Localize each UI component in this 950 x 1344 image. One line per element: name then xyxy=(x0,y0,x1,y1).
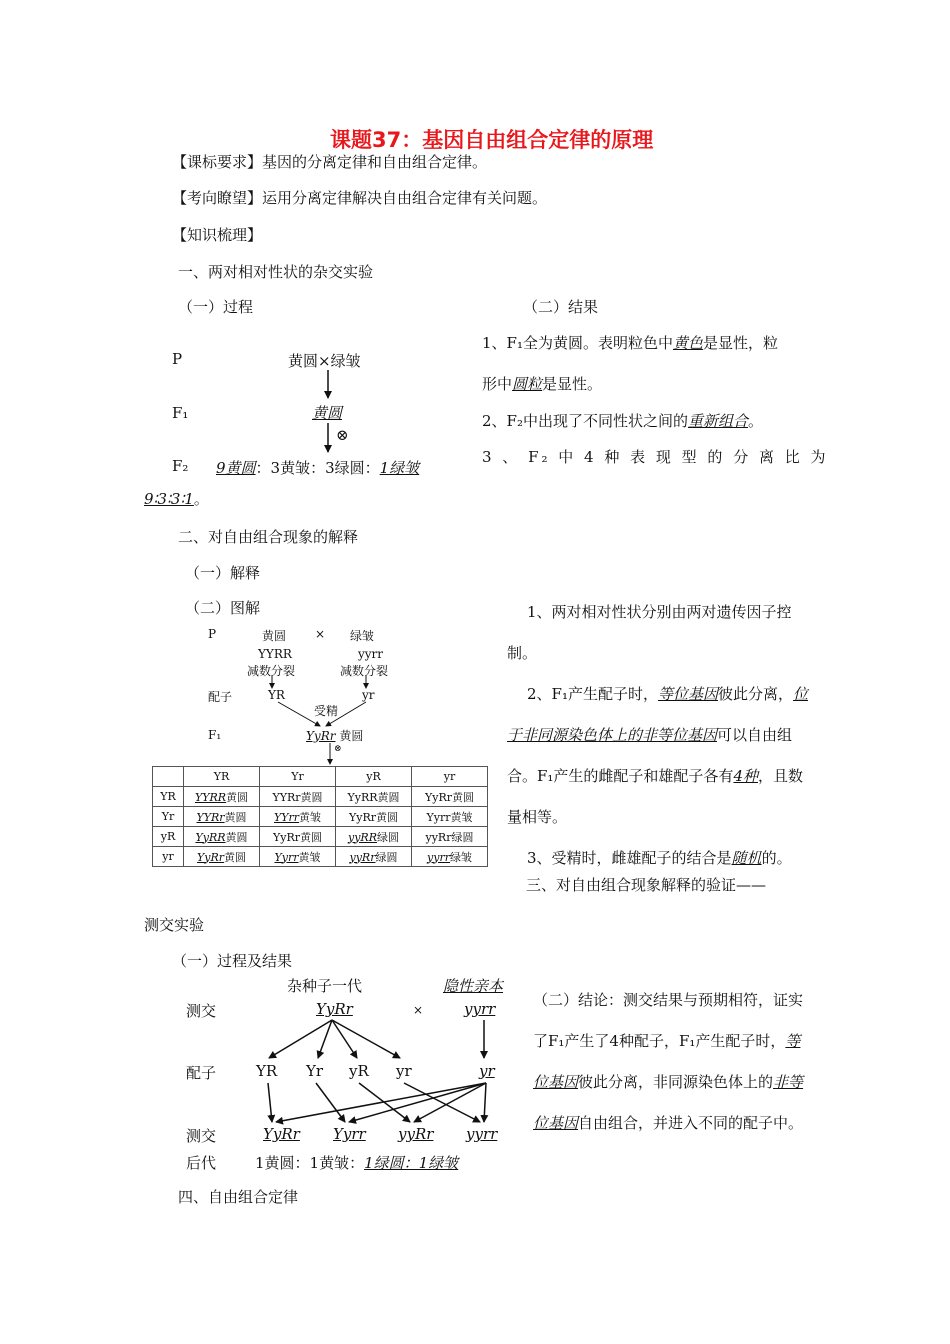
sec1-sub-process: （一）过程 xyxy=(178,298,254,316)
e2-c: 彼此分离， xyxy=(717,685,793,703)
e2-a: 2、F₁产生配子时， xyxy=(527,685,658,703)
cell-pheno: 黄圆 xyxy=(452,790,475,804)
sec2-sub-explain: （一）解释 xyxy=(185,564,261,582)
d2-peizi: 配子 xyxy=(208,690,233,704)
d3-offspring: YyRr xyxy=(263,1125,300,1143)
cell-pheno: 黄圆 xyxy=(224,850,247,864)
e2-d: 位于非同源染色体上的非等位基因 xyxy=(507,685,809,744)
cell-pheno: 黄圆 xyxy=(377,790,400,804)
arrow-r-off-4 xyxy=(484,1083,486,1122)
zhishi-heading: 【知识梳理】 xyxy=(172,226,263,244)
cell-pheno: 绿圆 xyxy=(451,830,474,844)
cell-pheno: 黄圆 xyxy=(224,810,247,824)
d2-shoujing: 受精 xyxy=(314,704,339,718)
cell-geno: YyRR xyxy=(195,830,226,844)
cell-geno: YYRr xyxy=(196,810,225,824)
cell-geno: YyRr xyxy=(348,810,377,824)
c-e: 自由组合，并进入不同的配子中。 xyxy=(578,1114,804,1132)
d2-meiosis-2: 减数分裂 xyxy=(340,664,389,678)
f2-middle: ：3黄皱：3绿圆： xyxy=(255,459,380,477)
arrow-fert-1 xyxy=(278,702,320,726)
cell-geno: yyRr xyxy=(349,850,376,864)
row-header: Yr xyxy=(153,807,184,827)
d2-f1: F₁ xyxy=(208,728,222,742)
d2-gam1: YR xyxy=(268,688,285,702)
d3-g2: yyrr xyxy=(464,1000,496,1018)
d2-p: P xyxy=(208,627,217,641)
d3-g1: YyRr xyxy=(316,1000,353,1018)
e2-f: 4种 xyxy=(733,767,758,785)
sec3-sub-process: （一）过程及结果 xyxy=(172,952,293,970)
d3-peizi: 配子 xyxy=(186,1064,217,1082)
arrow-test-g2 xyxy=(318,1020,332,1058)
cell-geno: YyRr xyxy=(196,850,225,864)
cell-pheno: 黄圆 xyxy=(300,790,323,804)
cell-geno: yyRR xyxy=(348,830,377,844)
r2-a: 2、F₂中出现了不同性状之间的 xyxy=(482,412,688,430)
sec4-heading: 四、自由组合定律 xyxy=(178,1188,299,1206)
cell-geno: YyRR xyxy=(347,790,378,804)
row-header: yR xyxy=(153,827,184,847)
d3-off-label-2: 后代 xyxy=(186,1154,217,1172)
d3-x: × xyxy=(413,1003,424,1017)
cell-geno: YYrr xyxy=(273,810,300,824)
r1-b: 黄色 xyxy=(672,334,703,352)
e3-c: 的。 xyxy=(761,849,792,867)
cell-geno: Yyrr xyxy=(426,810,451,824)
d3-hybrid: 杂种子一代 xyxy=(287,977,363,995)
d3-ratio-b: 1绿圆：1绿皱 xyxy=(364,1154,459,1172)
cell-pheno: 绿圆 xyxy=(377,830,399,844)
cell-pheno: 黄皱 xyxy=(299,810,322,824)
arrow-test-g1 xyxy=(269,1020,332,1058)
cross1-f2-label: F₂ xyxy=(172,457,189,475)
d3-recessive: 隐性亲本 xyxy=(443,977,504,995)
table-col-header: yR xyxy=(336,767,412,787)
r1-a: 1、F₁全为黄圆。表明粒色中 xyxy=(482,334,673,352)
cell-geno: YYRr xyxy=(272,790,301,804)
sec2-heading: 二、对自由组合现象的解释 xyxy=(178,528,359,546)
sec2-sub-diagram: （二）图解 xyxy=(185,599,261,617)
d3-gamete: yR xyxy=(349,1062,369,1080)
d2-x: × xyxy=(315,627,326,641)
r1-f: 是显性。 xyxy=(542,375,603,393)
cross1-parents: 黄圆×绿皱 xyxy=(288,352,361,370)
d3-rgamete: yr xyxy=(479,1062,495,1080)
row-header: yr xyxy=(153,847,184,867)
arrow-r-off-3 xyxy=(414,1083,486,1122)
arrow-off-2 xyxy=(316,1083,345,1122)
r1-c: 是显性，粒 xyxy=(702,334,778,352)
cross1-f1-label: F₁ xyxy=(172,404,189,422)
row-header: YR xyxy=(153,787,184,807)
kebiao-line: 【课标要求】基因的分离定律和自由组合定律。 xyxy=(172,153,488,171)
cell-pheno: 绿皱 xyxy=(449,850,472,864)
f2-yellow-round: 9黄圆 xyxy=(216,459,256,477)
sec3-heading-b: 测交实验 xyxy=(144,916,205,934)
cross1-p-label: P xyxy=(172,350,183,368)
d2-p2: 绿皱 xyxy=(350,629,375,643)
sec1-sub-result: （二）结果 xyxy=(523,298,599,316)
cross1-f1-pheno: 黄圆 xyxy=(312,404,343,422)
ratio-end: 。 xyxy=(193,490,209,508)
cell-geno: yyRr xyxy=(425,830,452,844)
page-title: 课题37：基因自由组合定律的原理 xyxy=(330,128,654,152)
cell-pheno: 黄圆 xyxy=(300,830,323,844)
r1-d: 形中 xyxy=(482,375,513,393)
d2-f1g: YyRr xyxy=(306,729,336,743)
cell-pheno: 黄圆 xyxy=(376,810,399,824)
e2-g: ，且数量相等。 xyxy=(507,767,803,826)
r2-b: 重新组合 xyxy=(687,412,748,430)
ratio-value: 9∶3∶3∶1 xyxy=(144,490,194,508)
cell-pheno: 绿圆 xyxy=(375,850,398,864)
cell-pheno: 黄皱 xyxy=(298,850,321,864)
d3-ratio-a: 1黄圆：1黄皱： xyxy=(255,1154,365,1172)
d2-gam2: yr xyxy=(362,688,375,702)
d2-g2: yyrr xyxy=(358,647,384,661)
d3-offspring: yyRr xyxy=(398,1125,434,1143)
sec1-heading: 一、两对相对性状的杂交实验 xyxy=(178,263,374,281)
cell-geno: YyRr xyxy=(424,790,453,804)
table-col-header: yr xyxy=(412,767,488,787)
result-3: 3 、 F₂ 中 4 种 表 现 型 的 分 离 比 为 xyxy=(482,448,829,466)
cell-pheno: 黄圆 xyxy=(225,830,248,844)
c-a: （二）结论：测交结果与预期相符，证实了F₁产生了4种配子，F₁产生配子时， xyxy=(533,991,804,1050)
arrow-fert-2 xyxy=(326,702,366,726)
c-c: 彼此分离，非同源染色体上的 xyxy=(578,1073,774,1091)
arrow-r-off-2 xyxy=(349,1083,486,1122)
d2-p1: 黄圆 xyxy=(262,629,287,643)
cell-geno: Yyrr xyxy=(274,850,299,864)
cell-geno: YYRR xyxy=(194,790,227,804)
e3-a: 3、受精时，雌雄配子的结合是 xyxy=(527,849,732,867)
d3-off-label-1: 测交 xyxy=(186,1127,217,1145)
d3-gamete: YR xyxy=(256,1062,278,1080)
d2-f1p: 黄圆 xyxy=(339,729,364,743)
e2-e: 可以自由组合。F₁产生的雌配子和雄配子各有 xyxy=(507,726,793,785)
table-col-header: YR xyxy=(184,767,260,787)
f2-green-wrinkled: 1绿皱 xyxy=(379,459,420,477)
d2-g1: YYRR xyxy=(258,647,292,661)
arrow-r-off-1 xyxy=(276,1083,486,1122)
explain-1: 1、两对相对性状分别由两对遗传因子控制。 xyxy=(507,603,792,662)
arrow-test-g3 xyxy=(332,1020,357,1058)
cell-pheno: 黄圆 xyxy=(226,790,249,804)
table-col-header: Yr xyxy=(260,767,336,787)
self-cross-icon: ⊗ xyxy=(336,426,349,444)
r1-e: 圆粒 xyxy=(512,375,543,393)
d3-cejiao: 测交 xyxy=(186,1002,217,1020)
d2-self-icon: ⊗ xyxy=(334,744,342,754)
d3-gamete: Yr xyxy=(306,1062,324,1080)
sec3-heading-a: 三、对自由组合现象解释的验证—— xyxy=(526,876,767,894)
e2-b: 等位基因 xyxy=(657,685,718,703)
r2-c: 。 xyxy=(747,412,763,430)
cell-geno: YyRr xyxy=(272,830,301,844)
arrow-test-g4 xyxy=(332,1020,400,1058)
arrow-off-1 xyxy=(268,1083,272,1122)
d2-meiosis-1: 减数分裂 xyxy=(247,664,296,678)
c-b: 等位基因 xyxy=(533,1032,801,1091)
e3-b: 随机 xyxy=(731,849,762,867)
d3-gamete: yr xyxy=(396,1062,412,1080)
cell-pheno: 黄皱 xyxy=(450,810,473,824)
d3-offspring: Yyrr xyxy=(333,1125,366,1143)
d3-offspring: yyrr xyxy=(466,1125,498,1143)
cell-geno: yyrr xyxy=(427,850,450,864)
c-d: 非等位基因 xyxy=(533,1073,804,1132)
kaoxiang-line: 【考向瞭望】运用分离定律解决自由组合定律有关问题。 xyxy=(172,189,548,207)
